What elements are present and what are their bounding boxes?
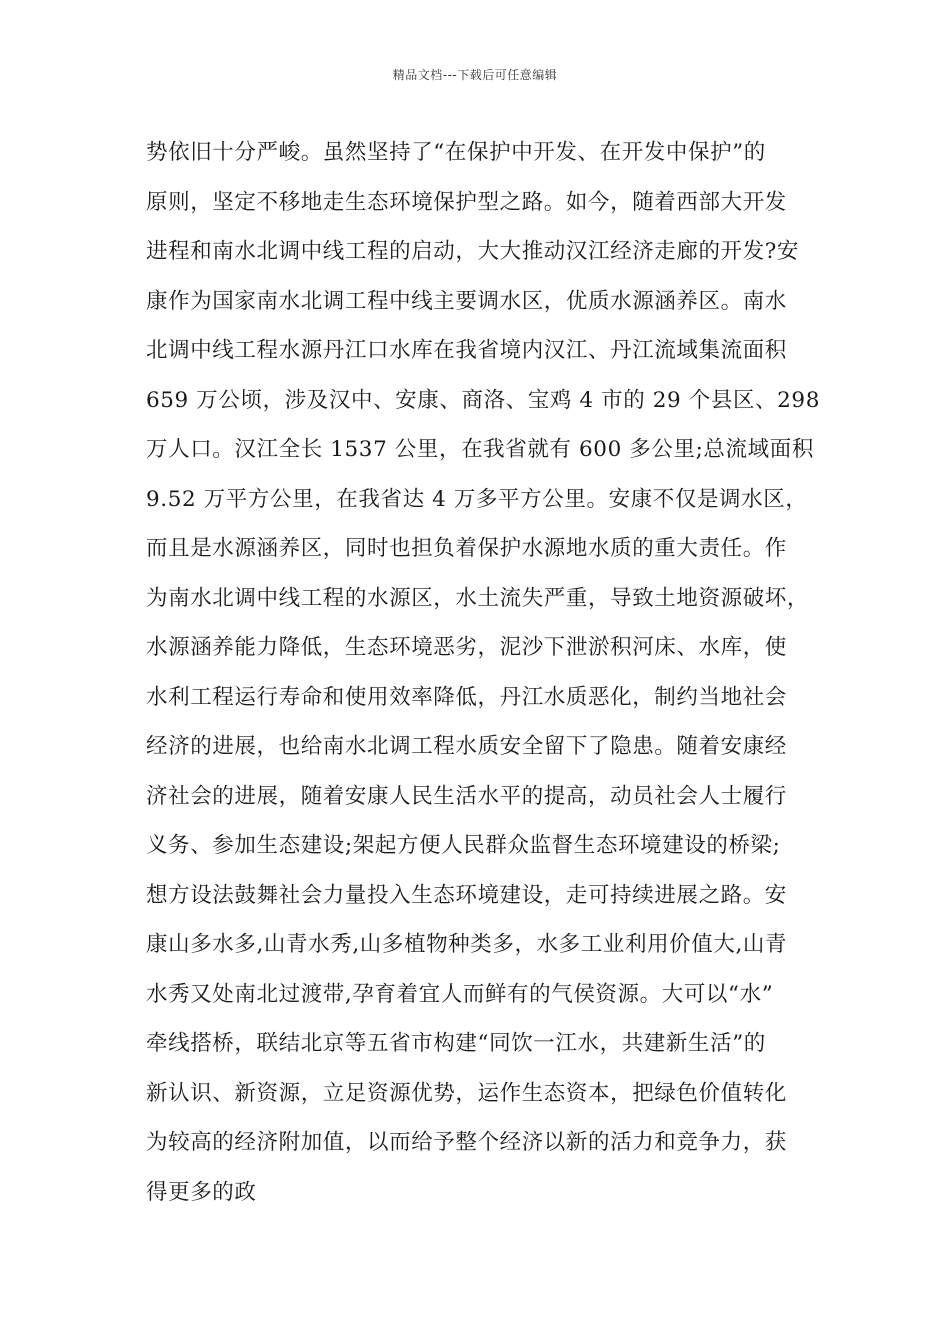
text-line: 9.52 万平方公里，在我省达 4 万多平方公里。安康不仅是调水区， (146, 486, 808, 512)
text-line: 进程和南水北调中线工程的启动，大大推动汉江经济走廊的开发?安 (146, 239, 800, 264)
text-line: 势依旧十分严峻。虽然坚持了“在保护中开发、在开发中保护”的 (146, 140, 766, 165)
text-line: 原则，坚定不移地走生态环境保护型之路。如今，随着西部大开发 (146, 189, 787, 215)
text-line: 水秀又处南北过渡带,孕育着宜人而鲜有的气侯资源。大可以“水” (146, 981, 774, 1007)
document-body (146, 128, 820, 1217)
text-line: 水利工程运行寿命和使用效率降低，丹江水质恶化，制约当地社会 (146, 684, 787, 710)
text-line: 得更多的政 (146, 1179, 257, 1205)
text-line: 牵线搭桥，联结北京等五省市构建“同饮一江水，共建新生活”的 (146, 1031, 766, 1056)
text-line: 经济的进展，也给南水北调工程水质安全留下了隐患。随着安康经 (146, 734, 787, 759)
text-line: 659 万公顷，涉及汉中、安康、商洛、宝鸡 4 市的 29 个县区、298 (146, 387, 820, 413)
text-line: 康作为国家南水北调工程中线主要调水区，优质水源涵养区。南水 (146, 288, 787, 314)
text-line: 康山多水多,山青水秀,山多植物种类多，水多工业利用价值大,山青 (146, 932, 788, 957)
text-line: 为较高的经济附加值，以而给予整个经济以新的活力和竞争力，获 (146, 1130, 787, 1155)
text-line: 为南水北调中线工程的水源区，水土流失严重，导致土地资源破坏， (146, 585, 810, 611)
text-line: 万人口。汉江全长 1537 公里，在我省就有 600 多公里;总流域面积 (146, 437, 814, 462)
text-line: 想方设法鼓舞社会力量投入生态环境建设，走可持续进展之路。安 (146, 882, 787, 908)
text-line: 而且是水源涵养区，同时也担负着保护水源地水质的重大责任。作 (146, 536, 787, 561)
text-line: 水源涵养能力降低，生态环境恶劣，泥沙下泄淤积河床、水库，使 (146, 635, 787, 660)
text-line: 义务、参加生态建设;架起方便人民群众监督生态环境建设的桥梁; (146, 833, 781, 858)
text-line: 新认识、新资源，立足资源优势，运作生态资本，把绿色价值转化 (146, 1080, 787, 1106)
page-header: 精品文档---下载后可任意编辑 (392, 68, 558, 82)
text-line: 北调中线工程水源丹江口水库在我省境内汉江、丹江流域集流面积 (146, 338, 787, 363)
text-line: 济社会的进展，随着安康人民生活水平的提高，动员社会人士履行 (146, 783, 787, 809)
